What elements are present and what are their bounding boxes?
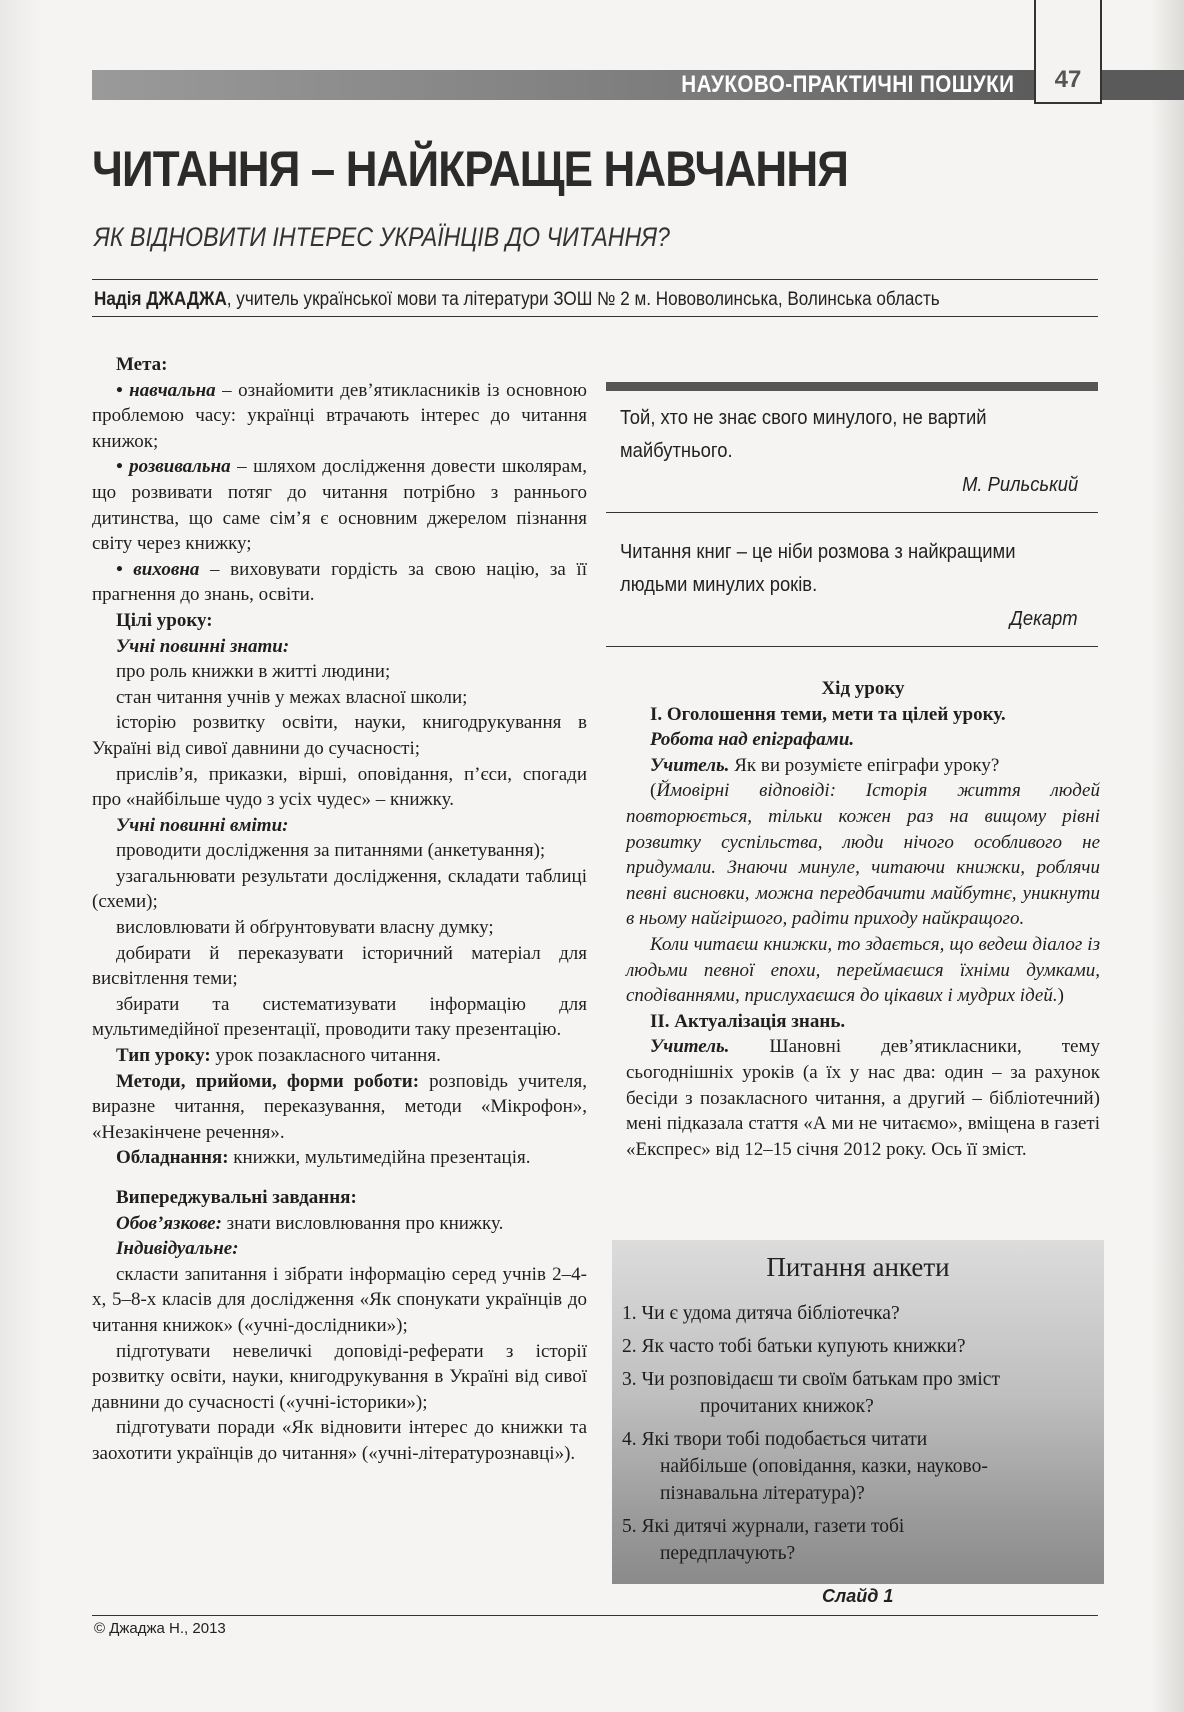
subsection-heading: Робота над епіграфами.: [650, 729, 855, 751]
epigraph-text: Той, хто не знає свого минулого, не вартий майбутнього.: [620, 407, 987, 462]
list-item: про роль книжки в житті людини;: [116, 661, 391, 683]
probable-answers: [626, 778, 1100, 932]
goal-educational: [92, 378, 587, 455]
epigraph-divider: [606, 512, 1098, 513]
questionnaire-list: [612, 1300, 1042, 1573]
list-item: прислів’я, приказки, вірші, оповідання, п’єси, спогади про «найбільше чудо з усіх чудес» – книжку.: [92, 763, 587, 811]
question-text: Чи є удома дитяча бібліотечка?: [641, 1303, 900, 1324]
list-item: [622, 1333, 1042, 1360]
epigraph-text: Читання книг – це ніби розмова з найкращими людьми минулих років.: [620, 541, 1016, 596]
goal-upbringing: [92, 557, 587, 608]
speaker-text: Як ви розумієте епіграфи уроку?: [729, 754, 1000, 776]
article-subtitle: ЯК ВІДНОВИТИ ІНТЕРЕС УКРАЇНЦІВ ДО ЧИТАННЯ?: [94, 222, 670, 252]
epigraph-divider: [606, 646, 1098, 647]
lesson-type: [92, 1043, 587, 1069]
lesson-progress-heading: Хід уроку: [821, 678, 905, 699]
question-text: Які дитячі журнали, газети тобі: [641, 1516, 905, 1537]
probable-answers-continued: [626, 932, 1100, 1009]
goal-heading: Мета:: [116, 354, 168, 375]
question-number: 4.: [622, 1429, 637, 1450]
goal-text: – виховувати гордість за свою націю, за її прагнення до знань, освіти.: [92, 558, 587, 606]
author-info: , учитель української мови та літератури ЗОШ № 2 м. Нововолинська, Волинська область: [226, 289, 940, 310]
answer-text: Історія життя людей повторюється, тільки кожен раз на вищому рівні розвитку суспільства, люди нічого особливого не придумали. Знаючи минуле, читаючи книжки, роблячи певні висновки, можна передбачити майбутнє, уникнути в ньому найгіршого, радіти приходу найкращого.: [626, 780, 1100, 930]
page-number-box: [1034, 0, 1102, 104]
field-text: урок позакласного читання.: [210, 1045, 441, 1067]
lesson-methods: [92, 1069, 587, 1146]
speaker-text: Шановні дев’ятикласники, тему сьогоднішніх уроків (а їх у нас два: один – за рахунок бесіди з позакласного читання, а другий – бібліотечний) мені підказала стаття «А ми не читаємо», вміщена в газеті «Експрес» від 12–15 січня 2012 року. Ось її зміст.: [626, 1036, 1100, 1160]
bracket: (: [650, 780, 657, 802]
field-label: Обладнання:: [116, 1147, 229, 1169]
question-number: 3.: [622, 1369, 637, 1390]
left-column: [92, 352, 587, 1467]
question-text-continued: прочитаних книжок?: [700, 1396, 874, 1417]
list-item: висловлювати й обґрунтовувати власну думку;: [116, 917, 494, 939]
teacher-question: [626, 753, 1100, 779]
list-item: збирати та систематизувати інформацію для мультимедійної презентації, проводити таку презентацію.: [92, 993, 587, 1041]
field-text: знати висловлювання про книжку.: [221, 1212, 504, 1234]
question-text: Як часто тобі батьки купують книжки?: [641, 1336, 966, 1357]
list-item: [622, 1366, 1042, 1420]
list-item: добирати й переказувати історичний матеріал для висвітлення теми;: [92, 942, 587, 990]
teacher-speech: [626, 1034, 1100, 1162]
bracket: ): [1057, 985, 1064, 1007]
task-mandatory: [92, 1211, 587, 1237]
epigraph-author: М. Рильський: [961, 474, 1078, 496]
answer-text: Коли читаєш книжки, то здається, що ведеш діалог із людьми певної епохи, переймаєшся їхніми думками, сподіваннями, прислухаєшся до цікавих і мудрих ідей.: [626, 933, 1100, 1007]
page-number: 47: [1054, 66, 1082, 93]
question-number: 2.: [622, 1336, 637, 1357]
aims-heading: Цілі уроку:: [116, 609, 213, 631]
tasks-heading: Випереджувальні завдання:: [116, 1187, 357, 1208]
goal-developmental: [92, 454, 587, 556]
list-item: проводити дослідження за питаннями (анкетування);: [116, 840, 546, 862]
question-text-continued: найбільше (оповідання, казки, науково-пізнавальна література)?: [660, 1456, 988, 1504]
individual-heading: Індивідуальне:: [116, 1238, 239, 1260]
lesson-equipment: [92, 1145, 587, 1171]
list-item: [622, 1426, 1042, 1507]
field-text: розповідь учителя, виразне читання, переказування, методи «Мікрофон», «Незакінчене речення».: [92, 1070, 588, 1143]
footer-rule: [92, 1615, 1098, 1616]
goal-label: • навчальна: [116, 379, 216, 401]
slide-title: Питання анкети: [766, 1252, 950, 1282]
section-heading: І. Оголошення теми, мети та цілей уроку.: [650, 703, 1006, 725]
question-text: Чи розповідаєш ти своїм батькам про зміст: [641, 1369, 1000, 1390]
section-title: НАУКОВО-ПРАКТИЧНІ ПОШУКИ: [680, 71, 1014, 98]
field-label: Обов’язкове:: [116, 1212, 222, 1234]
author-rule-bottom: [92, 316, 1098, 317]
field-label: Методи, прийоми, форми роботи:: [116, 1070, 420, 1092]
field-label: Тип уроку:: [116, 1045, 211, 1067]
author-name: Надія ДЖАДЖА: [94, 289, 227, 310]
copyright: © Джаджа Н., 2013: [94, 1620, 226, 1637]
can-heading: Учні повинні вміти:: [116, 814, 289, 836]
goal-text: – шляхом дослідження довести школярам, що розвивати потяг до читання потрібно з раннього дитинства, що саме сім’я є основним джерелом пізнання світу через книжку;: [92, 456, 587, 555]
goal-label: • виховна: [116, 558, 200, 580]
slide-caption: Слайд 1: [822, 1586, 894, 1606]
list-item: узагальнювати результати дослідження, складати таблиці (схеми);: [92, 865, 587, 913]
article-title: ЧИТАННЯ – НАЙКРАЩЕ НАВЧАННЯ: [92, 141, 848, 197]
speaker-label: Учитель.: [650, 1036, 730, 1058]
know-heading: Учні повинні знати:: [116, 635, 290, 657]
list-item: [622, 1513, 1042, 1567]
question-text-continued: передплачують?: [660, 1543, 796, 1564]
section-heading: ІІ. Актуалізація знань.: [650, 1010, 846, 1032]
list-item: скласти запитання і зібрати інформацію серед учнів 2–4-х, 5–8-х класів для дослідження «Як спонукати українців до читання книжок» («учні-дослідники»);: [92, 1263, 587, 1336]
list-item: історію розвитку освіти, науки, книгодрукування в Україні від сивої давнини до сучасності;: [92, 712, 587, 759]
question-number: 5.: [622, 1516, 637, 1537]
author-line: [94, 289, 940, 311]
author-rule-top: [92, 279, 1098, 280]
epigraph-author: Декарт: [1010, 608, 1078, 630]
header-bar-tail: [1100, 70, 1184, 100]
answer-label: Ймовірні відповіді:: [656, 780, 837, 802]
slide-image: [612, 1240, 1104, 1584]
epigraph-bar: [606, 382, 1098, 391]
list-item: [622, 1300, 1042, 1327]
right-column: [626, 676, 1100, 1162]
list-item: підготувати невеличкі доповіді-реферати з історії розвитку освіти, науки, книгодрукування в Україні від сивої давнини до сучасності («учні-історики»);: [92, 1340, 587, 1413]
question-text: Які твори тобі подобається читати: [641, 1429, 928, 1450]
speaker-label: Учитель.: [650, 754, 730, 776]
goal-text: – ознайомити дев’ятикласників із основною проблемою часу: українці втрачають інтерес до читання книжок;: [92, 379, 587, 452]
list-item: стан читання учнів у межах власної школи;: [116, 686, 468, 708]
goal-label: • розвивальна: [116, 456, 231, 478]
field-text: книжки, мультимедійна презентація.: [228, 1147, 531, 1169]
list-item: підготувати поради «Як відновити інтерес до книжки та заохотити українців до читання» («учні-літературознавці»).: [92, 1417, 587, 1464]
question-number: 1.: [622, 1303, 637, 1324]
